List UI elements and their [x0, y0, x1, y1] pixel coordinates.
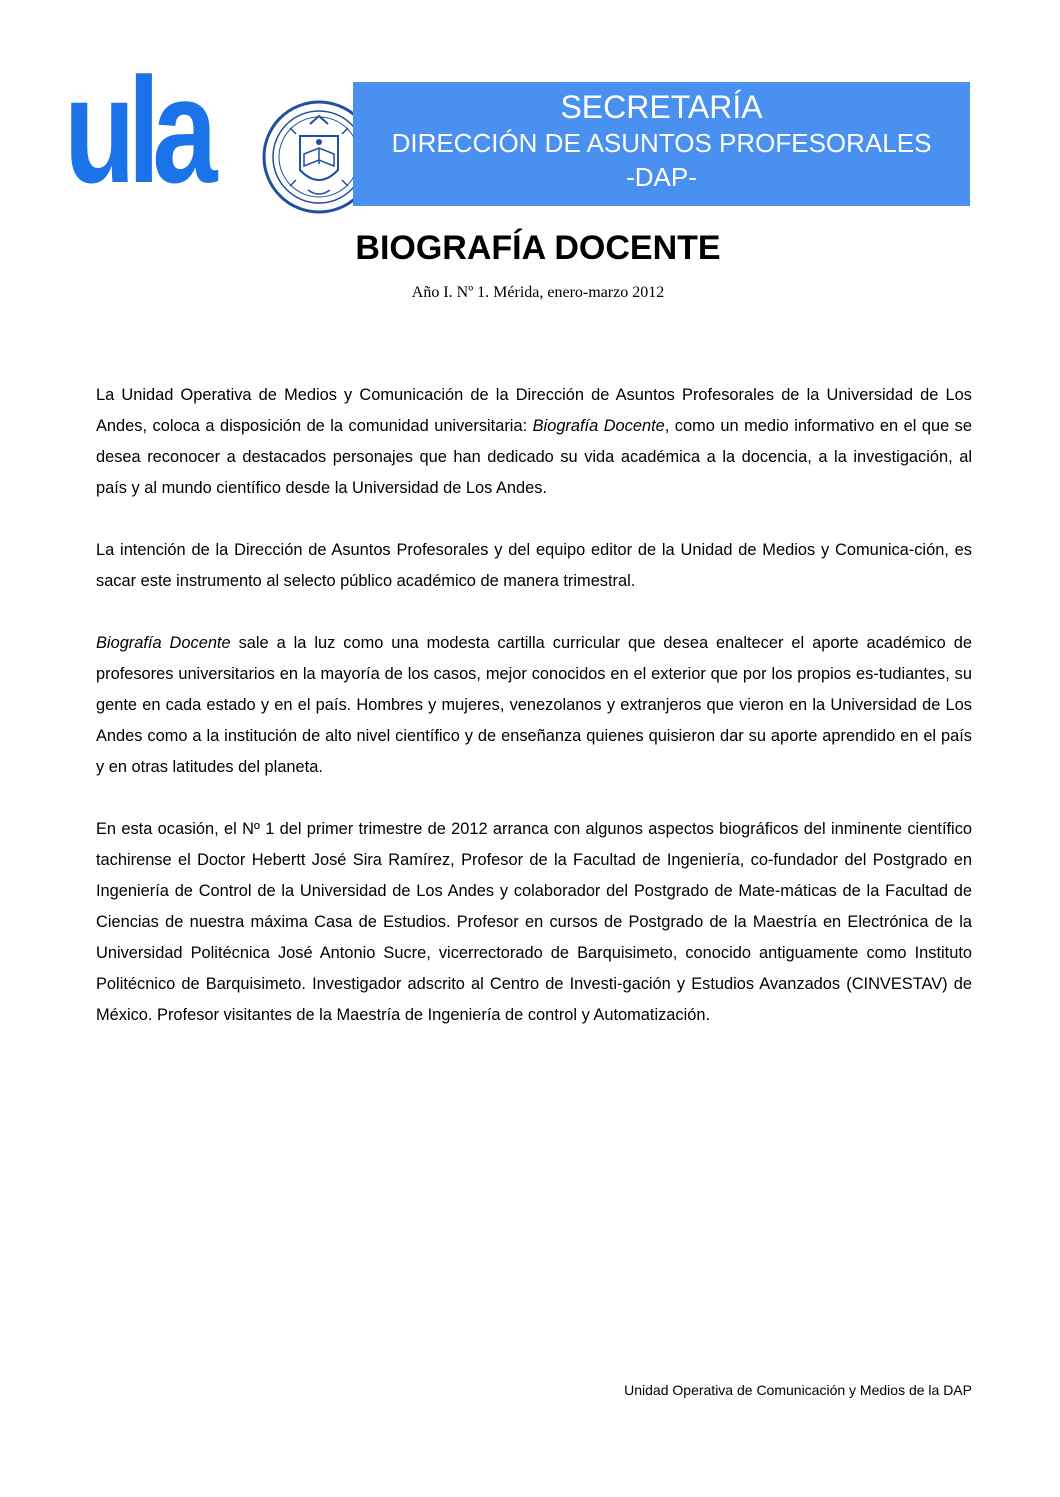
paragraph-description: [96, 628, 972, 783]
publication-name: Biografía Docente: [532, 417, 665, 435]
header-secretaria: SECRETARÍA: [560, 89, 763, 125]
ula-logo: [64, 46, 324, 216]
secretaria-header-box: [353, 82, 970, 206]
paragraph-description-text: sale a la luz como una modesta cartilla curricular que desea enaltecer el aporte académico de profesores universitarios en la mayoría de los casos, mejor conocidos en el exterior que por los propios es-tudiantes, su gente en cada estado y en el país. Hombres y mujeres, venezolanos y extranjeros que vieron en la Universidad de Los Andes como a la institución de alto nivel científico y de enseñanza quienes quisieron dar su aporte aprendido en el país y en otras latitudes del planeta.: [96, 634, 972, 776]
paragraph-intro-start: La Unidad Operativa de Medios y Comunicación de la Dirección de Asuntos Profesorales de la Universidad de Los Andes, coloca a disposición de la comunidad universitaria:: [96, 386, 972, 435]
paragraph-intro: [96, 380, 972, 504]
paragraph-occasion: En esta ocasión, el Nº 1 del primer trimestre de 2012 arranca con algunos aspectos biográficos del inminente científico tachirense el Doctor Hebertt José Sira Ramírez, Profesor de la Facultad de Ingeniería, co-fundador del Postgrado en Ingeniería de Control de la Universidad de Los Andes y colaborador del Postgrado de Mate-máticas de la Facultad de Ciencias de nuestra máxima Casa de Estudios. Profesor en cursos de Postgrado de la Maestría en Electrónica de la Universidad Politécnica José Antonio Sucre, vicerrectorado de Barquisimeto, conocido antiguamente como Instituto Politécnico de Barquisimeto. Investigador adscrito al Centro de Investi-gación y Estudios Avanzados (CINVESTAV) de México. Profesor visitantes de la Maestría de Ingeniería de control y Automatización.: [96, 820, 972, 1024]
body-text: [96, 380, 972, 1062]
paragraph-intention: La intención de la Dirección de Asuntos Profesorales y del equipo editor de la Unidad de Medios y Comunica-ción, es sacar este instrumento al selecto público académico de manera trimestral.: [96, 541, 972, 590]
issue-subtitle: Año I. Nº 1. Mérida, enero-marzo 2012: [411, 284, 665, 301]
header-direccion: DIRECCIÓN DE ASUNTOS PROFESORALES: [391, 128, 932, 158]
footer-credit: Unidad Operativa de Comunicación y Medios de la DAP: [624, 1382, 972, 1398]
page-title: BIOGRAFÍA DOCENTE: [355, 229, 721, 267]
publication-name: Biografía Docente: [96, 634, 231, 652]
paragraph-intro-end: , como un medio informativo en el que se desea reconocer a destacados personajes que han dedicado su vida académica a la docencia, a la investigación, al país y al mundo científico desde la Universidad de Los Andes.: [96, 417, 972, 497]
header-dap: -DAP-: [626, 162, 697, 192]
ula-logo-text: ula: [64, 46, 210, 214]
